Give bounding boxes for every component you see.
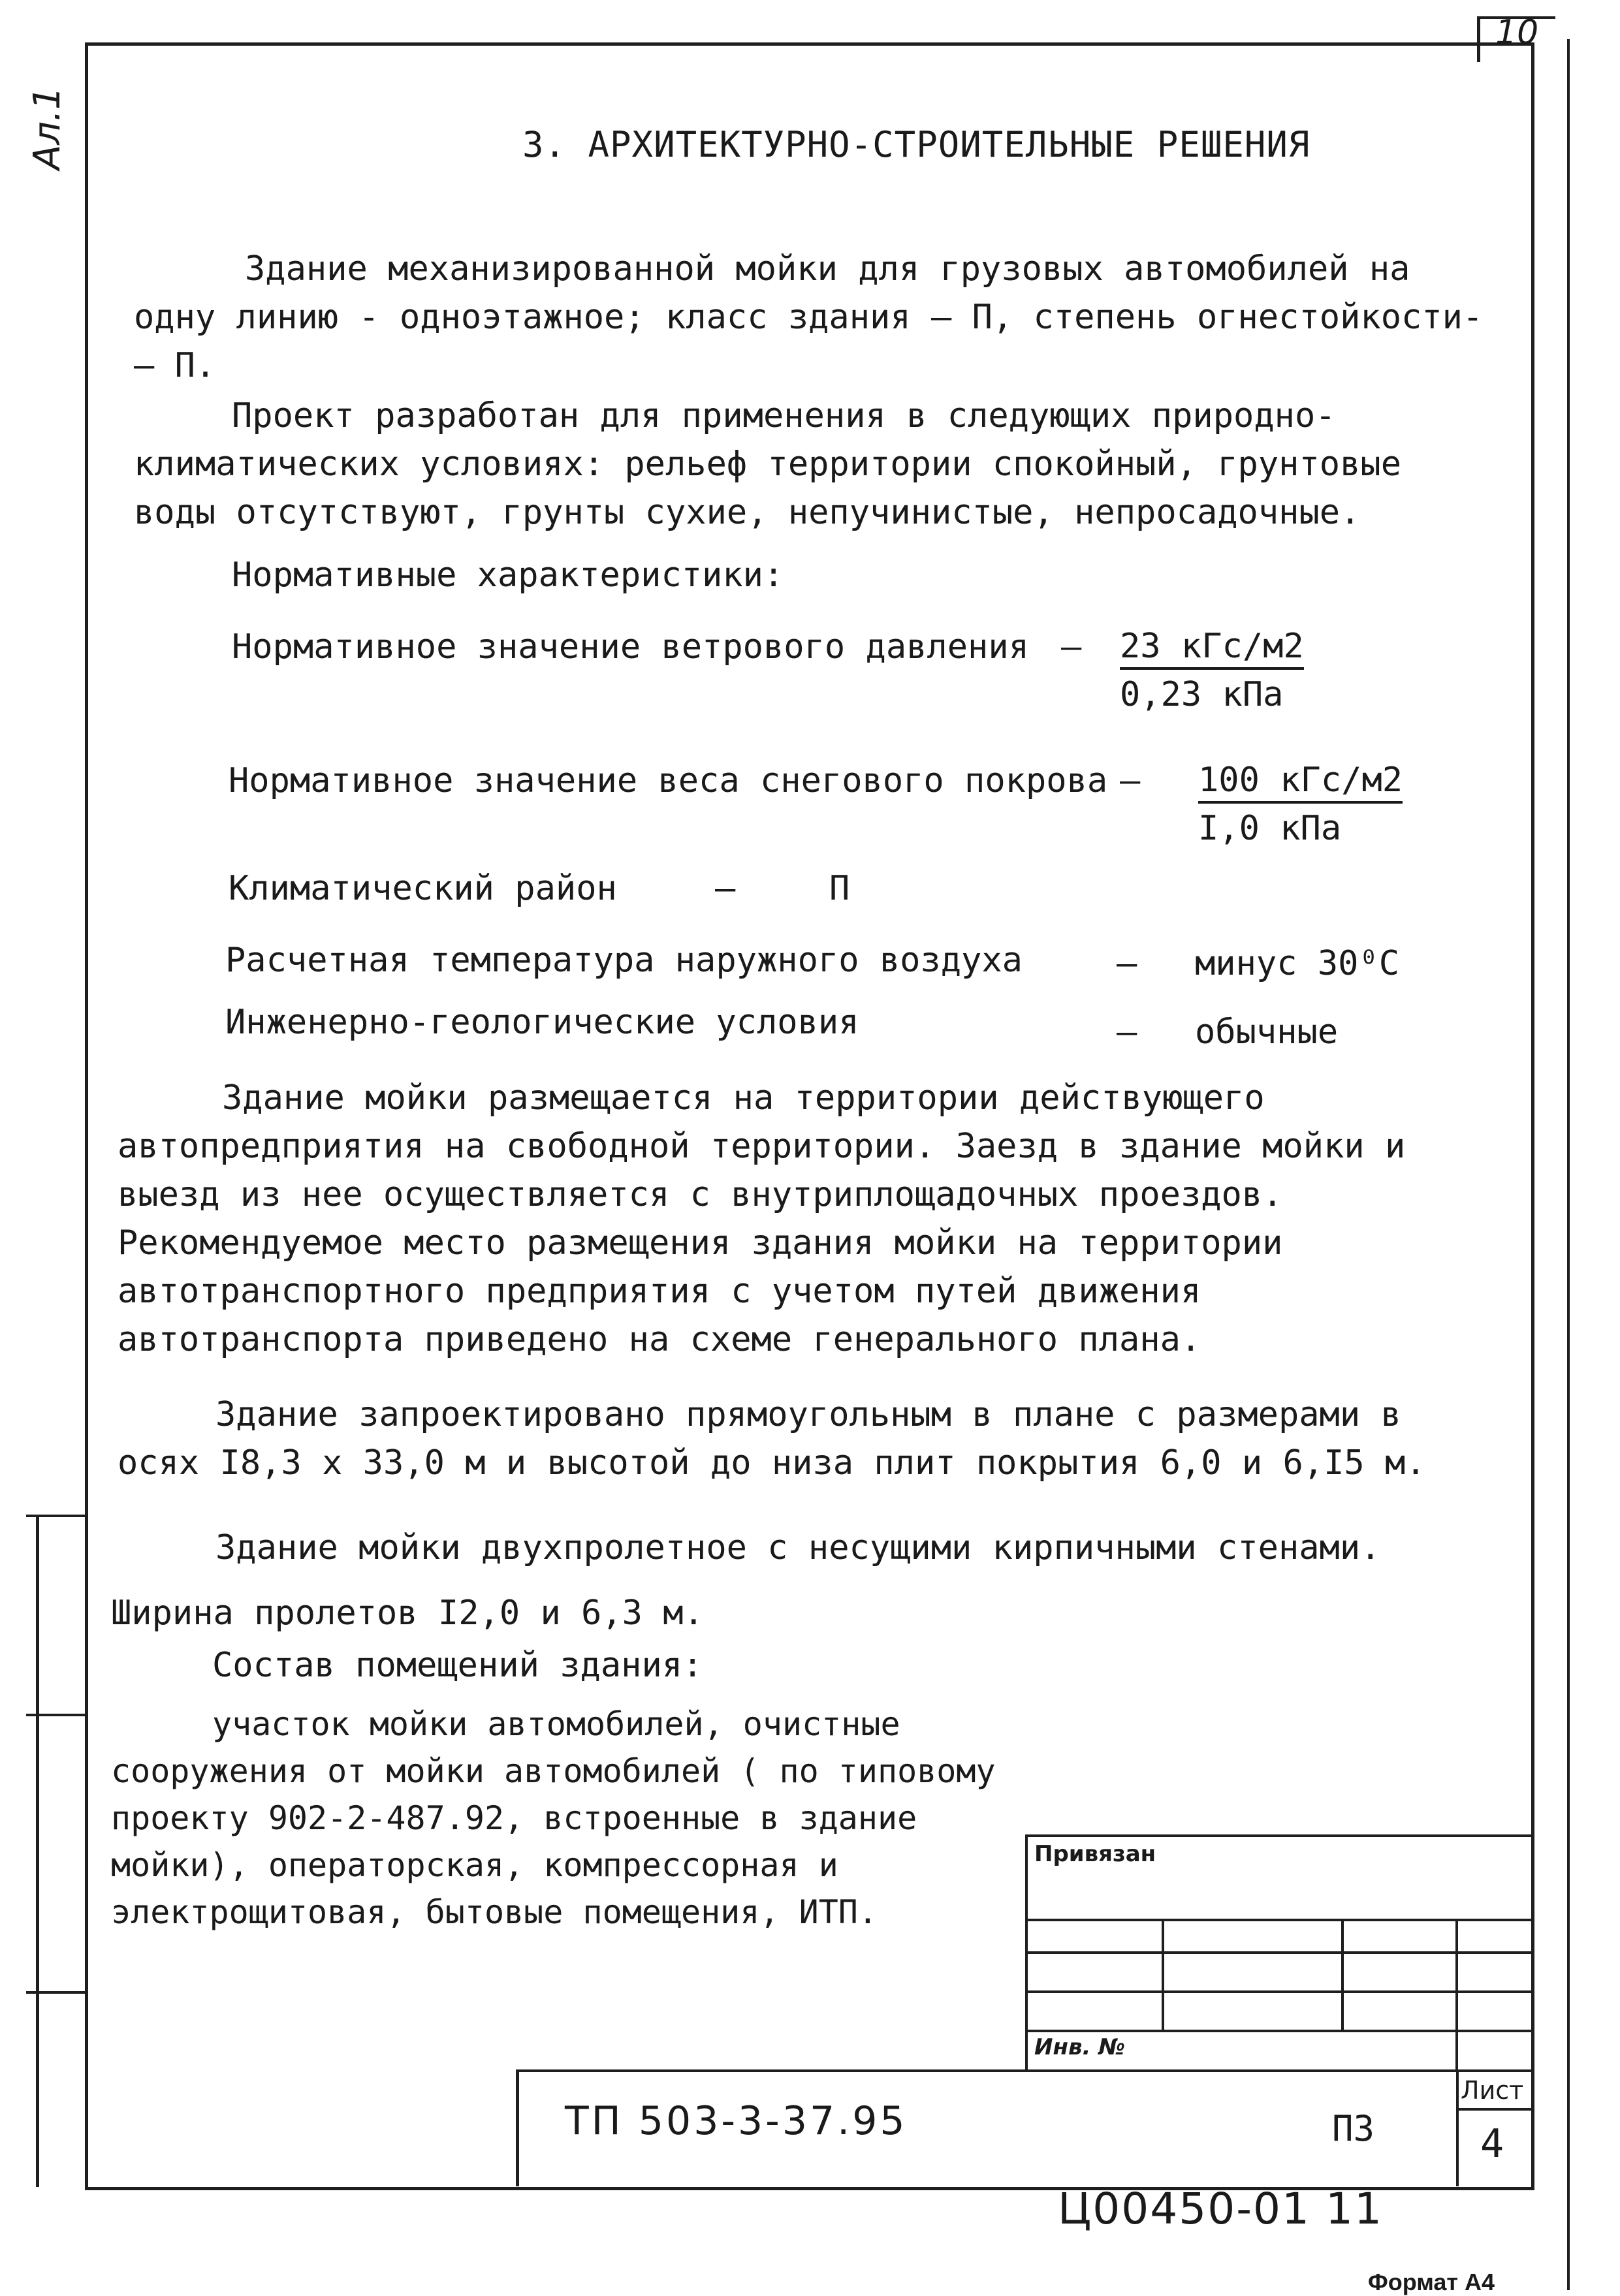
wind-label: Нормативное значение ветрового давления: [232, 627, 1029, 667]
paragraph-rooms: участок мойки автомобилей, очистные сооружения от мойки автомобилей ( по типовому проекту 902-2-487.92, встроенные в здание мойки), операторская, компрессорная и электрощитовая, бытовые помещения, ИТП.: [111, 1705, 996, 1931]
rooms-heading: Состав помещений здания:: [212, 1646, 703, 1685]
sheet-box-left: [1456, 2072, 1459, 2186]
climate-dash: –: [715, 869, 736, 908]
binding-stamp: [1025, 1834, 1534, 2072]
binding-col-2: [1341, 1919, 1344, 2030]
climate-value: П: [829, 869, 850, 908]
wind-value-kpa: 0,23 кПа: [1120, 675, 1284, 714]
temperature-value: минус 30⁰С: [1195, 944, 1400, 983]
binding-col-3: [1455, 1919, 1458, 2072]
paragraph-conditions: Проект разработан для применения в следующих природно-климатических условиях: рельеф территории спокойный, грунтовые воды отсутствуют, грунты сухие, непучинистые, непросадочные.: [134, 396, 1402, 532]
geology-dash: –: [1117, 1013, 1137, 1052]
section-title: 3. АРХИТЕКТУРНО-СТРОИТЕЛЬНЫЕ РЕШЕНИЯ: [522, 124, 1310, 165]
snow-value-kgs: 100 кГс/м2: [1198, 761, 1403, 804]
temperature-label: Расчетная температура наружного воздуха: [225, 941, 1023, 980]
right-margin-line: [1567, 39, 1570, 2290]
wind-value-kgs: 23 кГс/м2: [1120, 627, 1304, 670]
title-block: [516, 2069, 1534, 2186]
paragraph-location: Здание мойки размещается на территории действующего автопредприятия на свободной территории. Заезд в здание мойки и выезд из нее осуществляется с внутриплощадочных проездов. Рекомендуемое место размещения здания мойки на территории автотранспортного предприятия с учетом путей движения автотранспорта приведено на схеме генерального плана.: [118, 1078, 1406, 1359]
binding-col-1: [1162, 1919, 1164, 2030]
normative-heading: Нормативные характеристики:: [232, 556, 784, 595]
temperature-dash: –: [1117, 944, 1137, 983]
left-strip-line: [36, 1515, 39, 2187]
snow-value-kpa: I,0 кПа: [1198, 809, 1342, 848]
wind-fraction: [1120, 627, 1304, 714]
inventory-number-label: Инв. №: [1034, 2034, 1126, 2060]
page-number-box-line: [1477, 16, 1480, 62]
side-mark: Ал.1: [26, 86, 69, 170]
paragraph-spans: Ширина пролетов I2,0 и 6,3 м.: [111, 1594, 704, 1633]
document-type: ПЗ: [1332, 2108, 1375, 2149]
page-number-top: 10: [1495, 13, 1539, 52]
paragraph-dimensions: Здание запроектировано прямоугольным в плане с размерами в осях I8,3 х 33,0 м и высотой до низа плит покрытия 6,0 и 6,I5 м.: [118, 1395, 1426, 1483]
left-strip-h1: [26, 1515, 88, 1517]
sheet-box-mid: [1456, 2108, 1534, 2111]
climate-label: Климатический район: [229, 869, 617, 908]
document-code: ТП 503-3-37.95: [565, 2098, 908, 2144]
snow-fraction: [1198, 761, 1403, 848]
snow-dash: –: [1120, 761, 1141, 800]
left-strip-h3: [26, 1991, 88, 1994]
left-strip-h2: [26, 1714, 88, 1716]
geology-value: обычные: [1195, 1013, 1339, 1052]
paragraph-structure: Здание мойки двухпролетное с несущими кирпичными стенами.: [215, 1528, 1381, 1567]
format-label: Формат А4: [1368, 2269, 1495, 2295]
snow-label: Нормативное значение веса снегового покрова: [229, 761, 1108, 800]
sheet-number: 4: [1480, 2121, 1504, 2167]
sheet-label: Лист: [1461, 2076, 1524, 2105]
wind-dash: –: [1061, 627, 1082, 667]
geology-label: Инженерно-геологические условия: [225, 1003, 859, 1042]
binding-label: Привязан: [1034, 1841, 1156, 1867]
paragraph-building: Здание механизированной мойки для грузовых автомобилей на одну линию - одноэтажное; класс здания – П, степень огнестойкости- – П.: [134, 249, 1484, 385]
archive-code: Ц00450-01 11: [1058, 2184, 1383, 2234]
